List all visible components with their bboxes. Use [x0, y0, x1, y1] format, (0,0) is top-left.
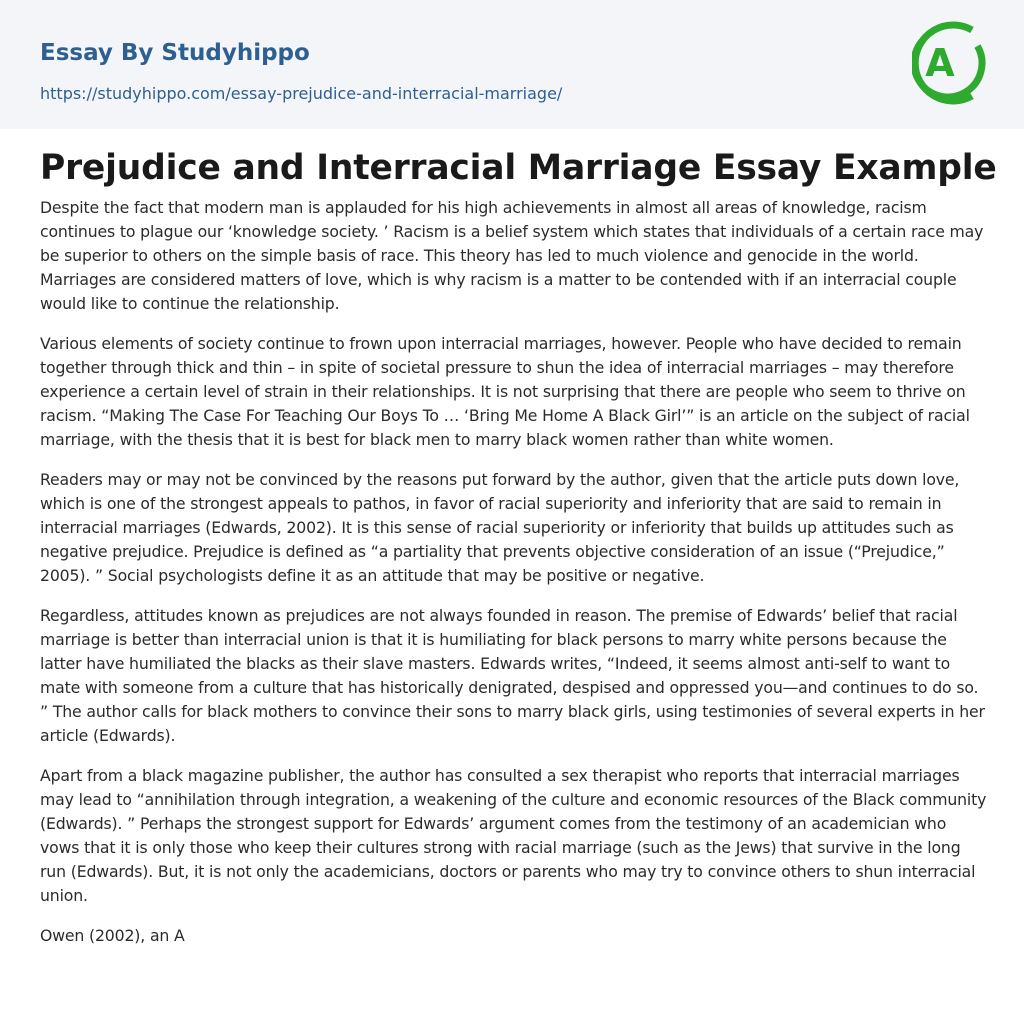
- page-title: Prejudice and Interracial Marriage Essay Example: [40, 148, 997, 188]
- page-url-link[interactable]: https://studyhippo.com/essay-prejudice-and-interracial-marriage/: [40, 84, 563, 103]
- article: [40, 142, 997, 964]
- article-paragraph-6: Owen (2002), an A: [40, 926, 185, 945]
- site-header: [0, 0, 1024, 129]
- article-paragraph-2: Various elements of society continue to frown upon interracial marriages, however. People who have decided to remain together through thick and thin – in spite of societal pressure to shun the idea of interracial marriages – may therefore experience a certain level of strain in their relationships. It is not surprising that there are people who seem to thrive on racism. “Making The Case For Teaching Our Boys To … ‘Bring Me Home A Black Girl’” is an article on the subject of racial marriage, with the thesis that it is best for black men to marry black women rather than white women.: [40, 334, 970, 449]
- article-paragraph-5: Apart from a black magazine publisher, the author has consulted a sex therapist who reports that interracial marriages may lead to “annihilation through integration, a weakening of the culture and economic resources of the Black community (Edwards). ” Perhaps the strongest support for Edwards’ argument comes from the testimony of an academician who vows that it is only those who keep their cultures strong with racial marriage (such as the Jews) that survive in the long run (Edwards). But, it is not only the academicians, doctors or parents who may try to convince others to shun interracial union.: [40, 766, 987, 905]
- article-paragraph-4: Regardless, attitudes known as prejudices are not always founded in reason. The premise of Edwards’ belief that racial marriage is better than interracial union is that it is humiliating for black persons to marry white persons because the latter have humiliated the blacks as their slave masters. Edwards writes, “Indeed, it seems almost anti-self to want to mate with someone from a culture that has historically denigrated, despised and oppressed you—and continues to do so. ” The author calls for black mothers to convince their sons to marry black girls, using testimonies of several experts in her article (Edwards).: [40, 606, 985, 745]
- studyhippo-logo-icon[interactable]: [912, 20, 988, 106]
- logo-letter: A: [925, 41, 955, 85]
- site-title[interactable]: Essay By Studyhippo: [40, 40, 310, 66]
- article-paragraph-1: Despite the fact that modern man is applauded for his high achievements in almost all areas of knowledge, racism continues to plague our ‘knowledge society. ’ Racism is a belief system which states that individuals of a certain race may be superior to others on the simple basis of race. This theory has led to much violence and genocide in the world. Marriages are considered matters of love, which is why racism is a matter to be contended with if an interracial couple would like to continue the relationship.: [40, 198, 984, 313]
- article-paragraph-3: Readers may or may not be convinced by the reasons put forward by the author, given that the article puts down love, which is one of the strongest appeals to pathos, in favor of racial superiority and inferiority that are said to remain in interracial marriages (Edwards, 2002). It is this sense of racial superiority or inferiority that builds up attitudes such as negative prejudice. Prejudice is defined as “a partiality that prevents objective consideration of an issue (“Prejudice,” 2005). ” Social psychologists define it as an attitude that may be positive or negative.: [40, 470, 960, 585]
